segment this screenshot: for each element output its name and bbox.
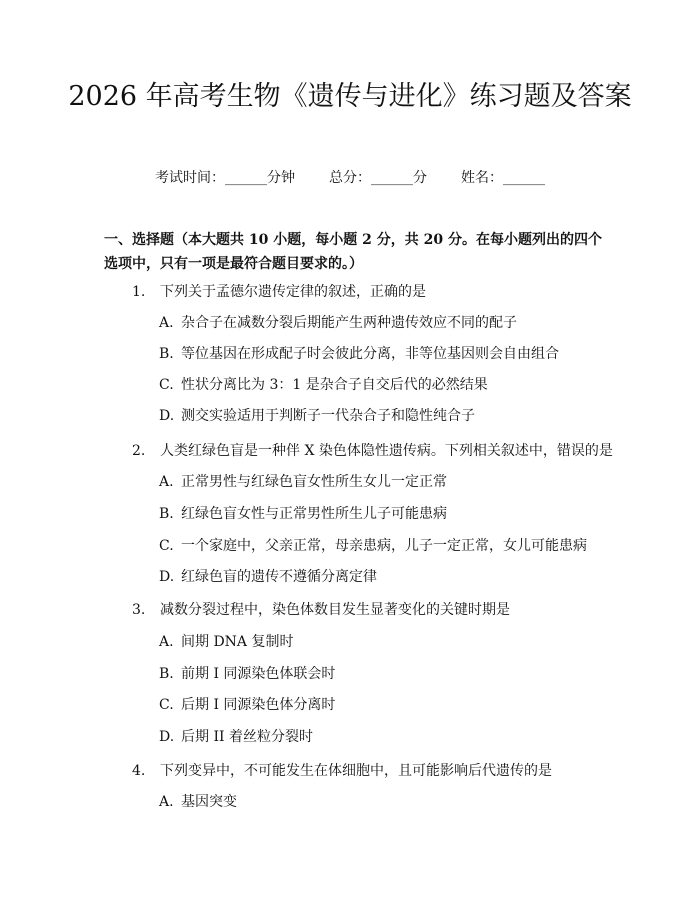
option-item <box>159 537 587 555</box>
exam-info-line <box>0 169 700 187</box>
question-text: 下列关于孟德尔遗传定律的叙述，正确的是 <box>160 284 426 300</box>
question-number: 1. <box>132 284 146 300</box>
option-text: 一个家庭中，父亲正常，母亲患病，儿子一定正常，女儿可能患病 <box>181 538 587 554</box>
option-letter: B. <box>159 346 174 362</box>
question-stem <box>132 283 426 301</box>
option-text: 测交实验适用于判断子一代杂合子和隐性纯合子 <box>181 408 475 424</box>
option-letter: B. <box>159 506 174 522</box>
option-item <box>159 345 559 363</box>
option-item <box>159 407 475 425</box>
question-stem <box>132 601 510 619</box>
option-letter: B. <box>159 666 174 682</box>
question-stem <box>132 442 613 460</box>
page-title: 2026 年高考生物《遗传与进化》练习题及答案 <box>68 81 632 112</box>
option-item <box>159 696 335 714</box>
option-letter: C. <box>159 538 174 554</box>
option-text: 杂合子在减数分裂后期能产生两种遗传效应不同的配子 <box>181 315 517 331</box>
option-item <box>159 376 488 394</box>
option-item <box>159 473 447 491</box>
option-letter: D. <box>159 569 175 585</box>
option-letter: C. <box>159 377 174 393</box>
option-item <box>159 665 335 683</box>
option-text: 前期 I 同源染色体联会时 <box>181 666 336 682</box>
option-item <box>159 505 447 523</box>
exam-time-field: 考试时间：______分钟 <box>155 170 295 186</box>
question-text: 减数分裂过程中，染色体数目发生显著变化的关键时期是 <box>160 602 510 618</box>
option-text: 后期 II 着丝粒分裂时 <box>181 729 313 745</box>
option-item <box>159 633 294 651</box>
option-letter: A. <box>159 315 174 331</box>
question-number: 4. <box>132 763 146 779</box>
option-letter: A. <box>159 794 174 810</box>
option-letter: D. <box>159 408 175 424</box>
option-item <box>159 728 313 746</box>
option-text: 红绿色盲的遗传不遵循分离定律 <box>181 569 377 585</box>
option-text: 正常男性与红绿色盲女性所生女儿一定正常 <box>181 474 447 490</box>
option-text: 等位基因在形成配子时会彼此分离，非等位基因则会自由组合 <box>181 346 559 362</box>
question-text: 下列变异中，不可能发生在体细胞中，且可能影响后代遗传的是 <box>160 763 552 779</box>
student-name-field: 姓名：______ <box>461 170 545 186</box>
option-text: 后期 I 同源染色体分离时 <box>181 697 336 713</box>
option-letter: A. <box>159 634 174 650</box>
option-item <box>159 314 517 332</box>
option-letter: D. <box>159 729 175 745</box>
question-text: 人类红绿色盲是一种伴 X 染色体隐性遗传病。下列相关叙述中，错误的是 <box>160 443 613 459</box>
option-item <box>159 568 377 586</box>
question-number: 3. <box>132 602 146 618</box>
option-text: 性状分离比为 3：1 是杂合子自交后代的必然结果 <box>181 377 488 393</box>
option-text: 基因突变 <box>181 794 237 810</box>
option-text: 间期 DNA 复制时 <box>181 634 294 650</box>
option-letter: A. <box>159 474 174 490</box>
option-text: 红绿色盲女性与正常男性所生儿子可能患病 <box>181 506 447 522</box>
option-letter: C. <box>159 697 174 713</box>
total-score-field: 总分：______分 <box>329 170 427 186</box>
section-heading: 一、选择题（本大题共 10 小题，每小题 2 分，共 20 分。在每小题列出的四个选项中，只有一项是最符合题目要求的。） <box>104 232 602 272</box>
option-item <box>159 793 237 811</box>
question-stem <box>132 762 552 780</box>
question-number: 2. <box>132 443 146 459</box>
